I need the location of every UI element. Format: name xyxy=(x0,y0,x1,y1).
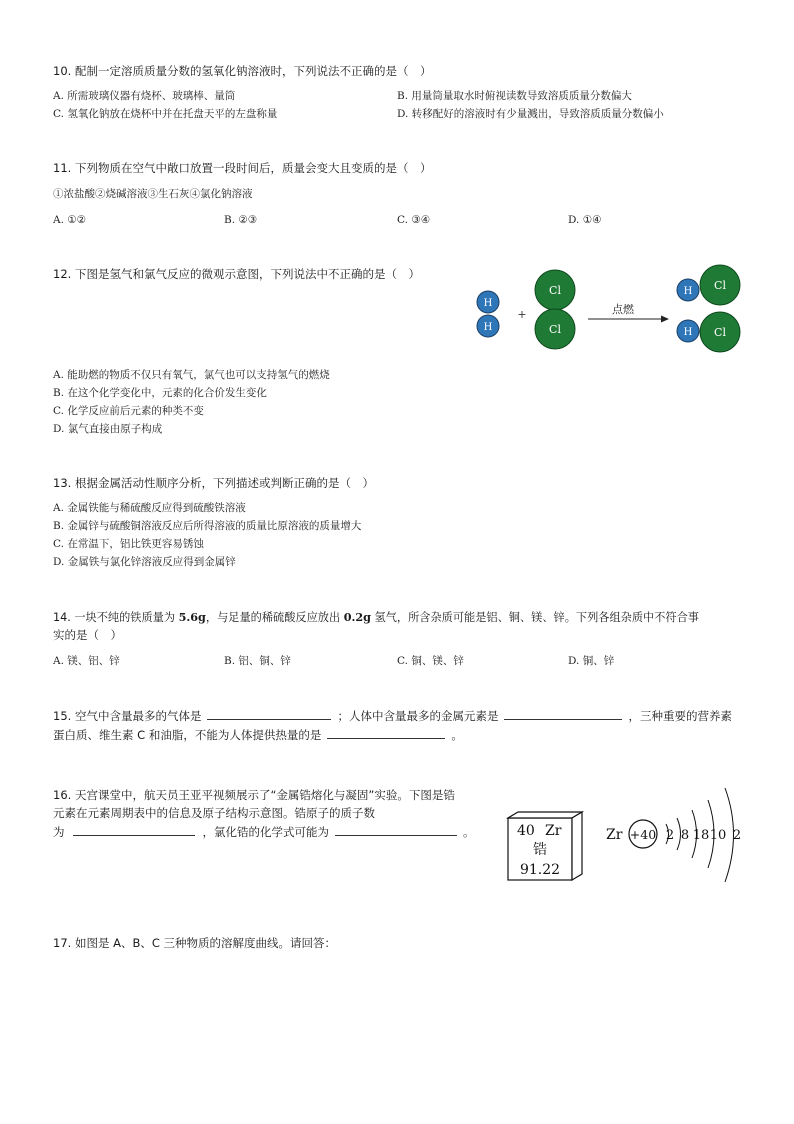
q11-option-b: B. ②③ xyxy=(224,214,258,226)
q10-option-c: C. 氢氧化钠放在烧杯中并在托盘天平的左盘称量 xyxy=(53,108,278,120)
q14-option-b: B. 铝、铜、锌 xyxy=(224,655,291,667)
q15-line2 xyxy=(53,726,463,743)
q16-line3 xyxy=(53,823,475,840)
q11-option-a: A. ①② xyxy=(53,214,87,226)
shell-electron-count: 18 xyxy=(692,828,710,843)
q14-stem-part: 14. 一块不纯的铁质量为 xyxy=(53,611,179,624)
arrow-head-icon xyxy=(661,316,669,323)
q16-text: 为 xyxy=(53,825,65,839)
q14-option-a: A. 镁、铝、锌 xyxy=(53,655,120,667)
atomic-number: 40 xyxy=(517,823,535,839)
q13-option-c: C. 在常温下，铝比铁更容易锈蚀 xyxy=(53,538,204,550)
q10-option-b: B. 用量筒量取水时俯视读数导致溶质质量分数偏大 xyxy=(397,90,632,102)
h-atom-label: H xyxy=(483,298,493,309)
q14-stem-line1 xyxy=(53,609,699,626)
cl-atom-label: Cl xyxy=(549,323,561,336)
q13-option-d: D. 金属铁与氯化锌溶液反应得到金属锌 xyxy=(53,556,236,568)
plus-sign: + xyxy=(517,308,527,321)
q14-stem-part: ，与足量的稀硫酸反应放出 xyxy=(205,611,344,624)
cl-atom-label: Cl xyxy=(549,284,561,297)
q15-text: 。 xyxy=(451,728,463,742)
h-atom-label: H xyxy=(683,286,693,297)
q15-blank-2[interactable] xyxy=(504,707,622,720)
q16-line2: 元素在元素周期表中的信息及原子结构示意图。锆原子的质子数 xyxy=(53,806,375,820)
hydrogen-mass: 0.2g xyxy=(343,610,371,624)
reaction-condition: 点燃 xyxy=(612,303,634,316)
element-name: 锆 xyxy=(533,842,547,858)
hydrogen-chlorine-reaction-diagram xyxy=(470,262,750,358)
cl-atom-label: Cl xyxy=(714,279,726,292)
q11-stem: 11. 下列物质在空气中敞口放置一段时间后，质量会变大且变质的是（ ） xyxy=(53,161,432,175)
q16-text: ，氯化锆的化学式可能为 xyxy=(202,825,329,839)
q12-stem: 12. 下图是氢气和氯气反应的微观示意图，下列说法中不正确的是（ ） xyxy=(53,267,420,281)
shell-electron-count: 2 xyxy=(665,828,675,843)
q15-text: ，三种重要的营养素 xyxy=(628,709,732,723)
q12-option-d: D. 氯气直接由原子构成 xyxy=(53,423,163,435)
nuclear-charge: +40 xyxy=(629,827,657,842)
q12-option-a: A. 能助燃的物质不仅只有氧气，氯气也可以支持氢气的燃烧 xyxy=(53,369,330,381)
hcl-molecule xyxy=(677,265,740,305)
h-atom-label: H xyxy=(483,322,493,333)
q12-option-c: C. 化学反应前后元素的种类不变 xyxy=(53,405,204,417)
q10-stem: 10. 配制一定溶质质量分数的氢氧化钠溶液时，下列说法不正确的是（ ） xyxy=(53,64,432,78)
q16-blank-2[interactable] xyxy=(335,823,457,836)
shell-electron-count: 2 xyxy=(732,828,742,843)
cl-atom-label: Cl xyxy=(714,326,726,339)
q16-blank-1[interactable] xyxy=(73,823,195,836)
q14-option-d: D. 铜、锌 xyxy=(568,655,615,667)
q16-line1: 16. 天宫课堂中，航天员王亚平视频展示了“金属锆熔化与凝固”实验。下图是锆 xyxy=(53,788,455,802)
q10-option-a: A. 所需玻璃仪器有烧杯、玻璃棒、量筒 xyxy=(53,90,236,102)
iron-mass: 5.6g xyxy=(178,610,206,624)
q17-stem: 17. 如图是 A、B、C 三种物质的溶解度曲线。请回答： xyxy=(53,936,337,950)
zirconium-atom-structure-diagram xyxy=(604,782,754,888)
q15-blank-1[interactable] xyxy=(207,707,331,720)
q11-option-c: C. ③④ xyxy=(397,214,431,226)
q15-text: 15. 空气中含量最多的气体是 xyxy=(53,709,202,723)
q10-option-d: D. 转移配好的溶液时有少量溅出，导致溶质质量分数偏小 xyxy=(397,108,664,120)
atomic-mass: 91.22 xyxy=(519,862,561,878)
q13-stem: 13. 根据金属活动性顺序分析，下列描述或判断正确的是（ ） xyxy=(53,476,374,490)
h-atom-label: H xyxy=(683,327,693,338)
q15-text: ；人体中含量最多的金属元素是 xyxy=(337,709,499,723)
shell-electron-count: 10 xyxy=(709,828,727,843)
element-symbol: Zr xyxy=(545,823,562,839)
hcl-molecule xyxy=(677,312,740,352)
q14-stem-line2: 实的是（ ） xyxy=(53,628,122,642)
chlorine-molecule xyxy=(535,270,575,349)
q15-text: 蛋白质、维生素 C 和油脂，不能为人体提供热量的是 xyxy=(53,728,322,742)
q14-stem-part: 氢气，所含杂质可能是铝、铜、镁、锌。下列各组杂质中不符合事 xyxy=(371,611,699,624)
q13-option-a: A. 金属铁能与稀硫酸反应得到硫酸铁溶液 xyxy=(53,502,246,514)
q12-option-b: B. 在这个化学变化中，元素的化合价发生变化 xyxy=(53,387,267,399)
hydrogen-molecule xyxy=(477,291,499,337)
q14-option-c: C. 铜、镁、锌 xyxy=(397,655,464,667)
shell-electron-count: 8 xyxy=(680,828,690,843)
atom-symbol: Zr xyxy=(606,827,623,843)
q15-line1 xyxy=(53,707,732,724)
zirconium-element-tile xyxy=(504,810,588,884)
q13-option-b: B. 金属锌与硫酸铜溶液反应后所得溶液的质量比原溶液的质量增大 xyxy=(53,520,362,532)
q16-text: 。 xyxy=(463,825,475,839)
q11-items: ①浓盐酸②烧碱溶液③生石灰④氯化钠溶液 xyxy=(53,188,253,200)
q15-blank-3[interactable] xyxy=(327,726,445,739)
q11-option-d: D. ①④ xyxy=(568,214,602,226)
